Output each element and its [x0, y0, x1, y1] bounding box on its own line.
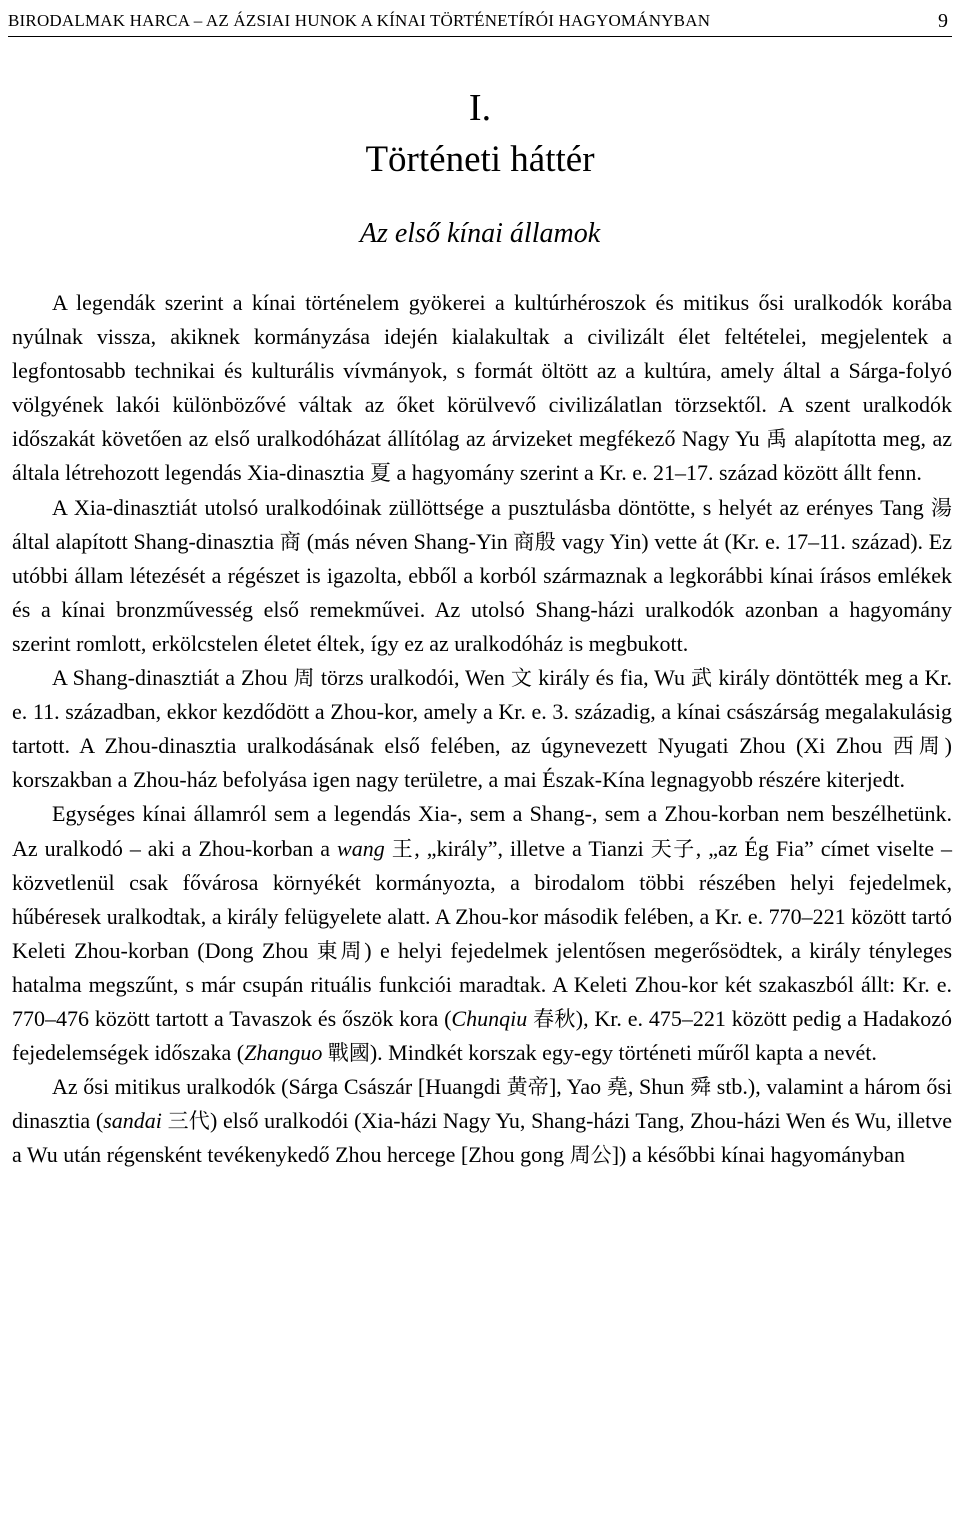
chinese-characters: 舜	[689, 1075, 712, 1100]
text-run: ) első uralkodói (Xia-házi Nagy Yu, Shang-házi Tang, Zhou-házi Wen és Wu, illetve a Wu után régensként tevékenykedő Zhou hercege [Zhou gong	[12, 1108, 953, 1168]
chinese-characters: 春秋	[533, 1006, 576, 1031]
chinese-characters: 天子	[650, 836, 696, 861]
text-run: , „az Ég Fia” címet viselte – közvetlenül csak fővárosa környékét kormányozta, a birodalom többi részében helyi fejedelmek, hűbéresek uralkodtak, a király felügyelete alatt. A Zhou-kor második felében, a Kr. e. 770–221 között tartó Keleti Zhou-korban (Dong Zhou	[12, 835, 953, 963]
chinese-characters: 禹	[766, 427, 788, 452]
text-run: A Shang-dinasztiát a Zhou	[52, 665, 294, 691]
text-run: , Shun	[627, 1074, 690, 1100]
text-run: , „király”, illetve a Tianzi	[414, 835, 651, 861]
chinese-characters: 周	[293, 666, 315, 691]
italic-term: sandai	[103, 1108, 162, 1134]
text-run: által alapított Shang-dinasztia	[12, 528, 280, 554]
text-run: ]) a későbbi kínai hagyományban	[611, 1142, 905, 1168]
body-text	[12, 286, 952, 1172]
italic-term: Chunqiu	[451, 1005, 528, 1031]
chinese-characters: 夏	[369, 461, 391, 486]
chapter-title: Történeti háttér	[365, 139, 595, 180]
page-number: 9	[938, 10, 948, 32]
text-run: Az ősi mitikus uralkodók (Sárga Császár [Huangdi	[52, 1074, 507, 1100]
running-header-title: BIRODALMAK HARCA – AZ ÁZSIAI HUNOK A KÍNAI TÖRTÉNETÍRÓI HAGYOMÁNYBAN	[8, 11, 711, 30]
chinese-characters: 三代	[167, 1109, 210, 1134]
chinese-characters: 湯	[931, 495, 952, 520]
paragraph-2	[12, 491, 952, 661]
paragraph-5	[12, 1070, 952, 1172]
chinese-characters: 商	[279, 529, 302, 554]
text-run: A Xia-dinasztiát utolsó uralkodóinak züllöttsége a pusztulásba döntötte, s helyét az erényes Tang	[52, 494, 931, 520]
text-run: A legendák szerint a kínai történelem gyökerei a kultúrhéroszok és mitikus ősi uralkodók korába nyúlnak vissza, akiknek kormányzása idején kialakultak a civilizált élet feltételei, megjelentek a legfontosabb technikai és kulturális vívmányok, s formát öltött az a kultúra, amely által a Sárga-folyó völgyének lakói különbözővé váltak az őket körülvevő civilizálatlan törzsektől. A szent uralkodók időszakát követően az első uralkodóházat állítólag az árvizeket megfékező Nagy Yu	[12, 290, 952, 452]
chinese-characters: 周公	[569, 1143, 612, 1168]
text-run: ). Mindkét korszak egy-egy történeti műről kapta a nevét.	[369, 1040, 877, 1066]
chapter-number: I.	[468, 87, 492, 129]
italic-term: wang	[337, 835, 385, 861]
paragraph-1	[12, 286, 952, 491]
chinese-characters: 商殷	[513, 529, 557, 554]
text-run: király döntötték meg a Kr. e. 11. században, ekkor kezdődött a Zhou-kor, amely a Kr. e. 3. századig, a kínai császárság megalakulásig tartott. A Zhou-dinasztia uralkodásának első felében, az úgynevezett Nyugati Zhou (Xi Zhou	[12, 665, 953, 759]
text-run: ) e helyi fejedelmek jelentősen megerősödtek, a király tényleges hatalma megszűnt, s már csupán rituális funkciói maradtak. A Keleti Zhou-kor két szakaszból állt: Kr. e. 770–476 között tartott a Tavaszok és őszök kora (	[12, 937, 953, 1031]
text-run: vagy Yin) vette át (Kr. e. 17–11. század). Ez utóbbi állam létezését a régészet is igazolta, ebből a korból származnak a legkorábbi kínai írásos emlékek és a kínai bronzművesség első remekművei. Az utolsó Shang-házi uralkodók azonban a hagyomány szerint romlott, erkölcstelen életet éltek, így ez az uralkodóház is megbukott.	[12, 528, 953, 656]
text-run: ) korszakban a Zhou-ház befolyása igen nagy területre, a mai Észak-Kína legnagyobb részére kiterjedt.	[12, 733, 952, 793]
chinese-characters: 東周	[316, 938, 365, 963]
section-title: Az első kínai államok	[359, 218, 601, 249]
paragraph-3	[12, 661, 952, 797]
chinese-characters: 堯	[606, 1075, 628, 1100]
chinese-characters: 王	[391, 836, 415, 861]
chinese-characters: 西周	[892, 734, 945, 759]
paragraph-4	[12, 797, 952, 1070]
chinese-characters: 武	[691, 666, 713, 691]
text-run: ], Yao	[548, 1074, 607, 1100]
text-run: ), Kr. e. 475–221 között pedig a Hadakozó fejedelemségek időszaka (	[12, 1005, 953, 1066]
italic-term: Zhanguo	[244, 1040, 323, 1066]
chinese-characters: 文	[510, 666, 533, 691]
chinese-characters: 戰國	[327, 1041, 370, 1066]
chinese-characters: 黄帝	[506, 1075, 549, 1100]
text-run: stb.), valamint a három ősi dinasztia (	[12, 1074, 952, 1134]
text-run: Egységes kínai államról sem a legendás Xia-, sem a Shang-, sem a Zhou-korban nem beszélhetünk. Az uralkodó – aki a Zhou-korban a	[12, 801, 952, 861]
text-run	[385, 836, 392, 861]
text-run: király és fia, Wu	[532, 665, 692, 691]
text-run: (más néven Shang-Yin	[301, 528, 514, 554]
text-run: a hagyomány szerint a Kr. e. 21–17. század között állt fenn.	[390, 460, 922, 486]
text-run: alapította meg, az általa létrehozott legendás Xia-dinasztia	[12, 426, 953, 486]
text-run: törzs uralkodói, Wen	[314, 665, 511, 691]
running-header	[8, 0, 952, 37]
